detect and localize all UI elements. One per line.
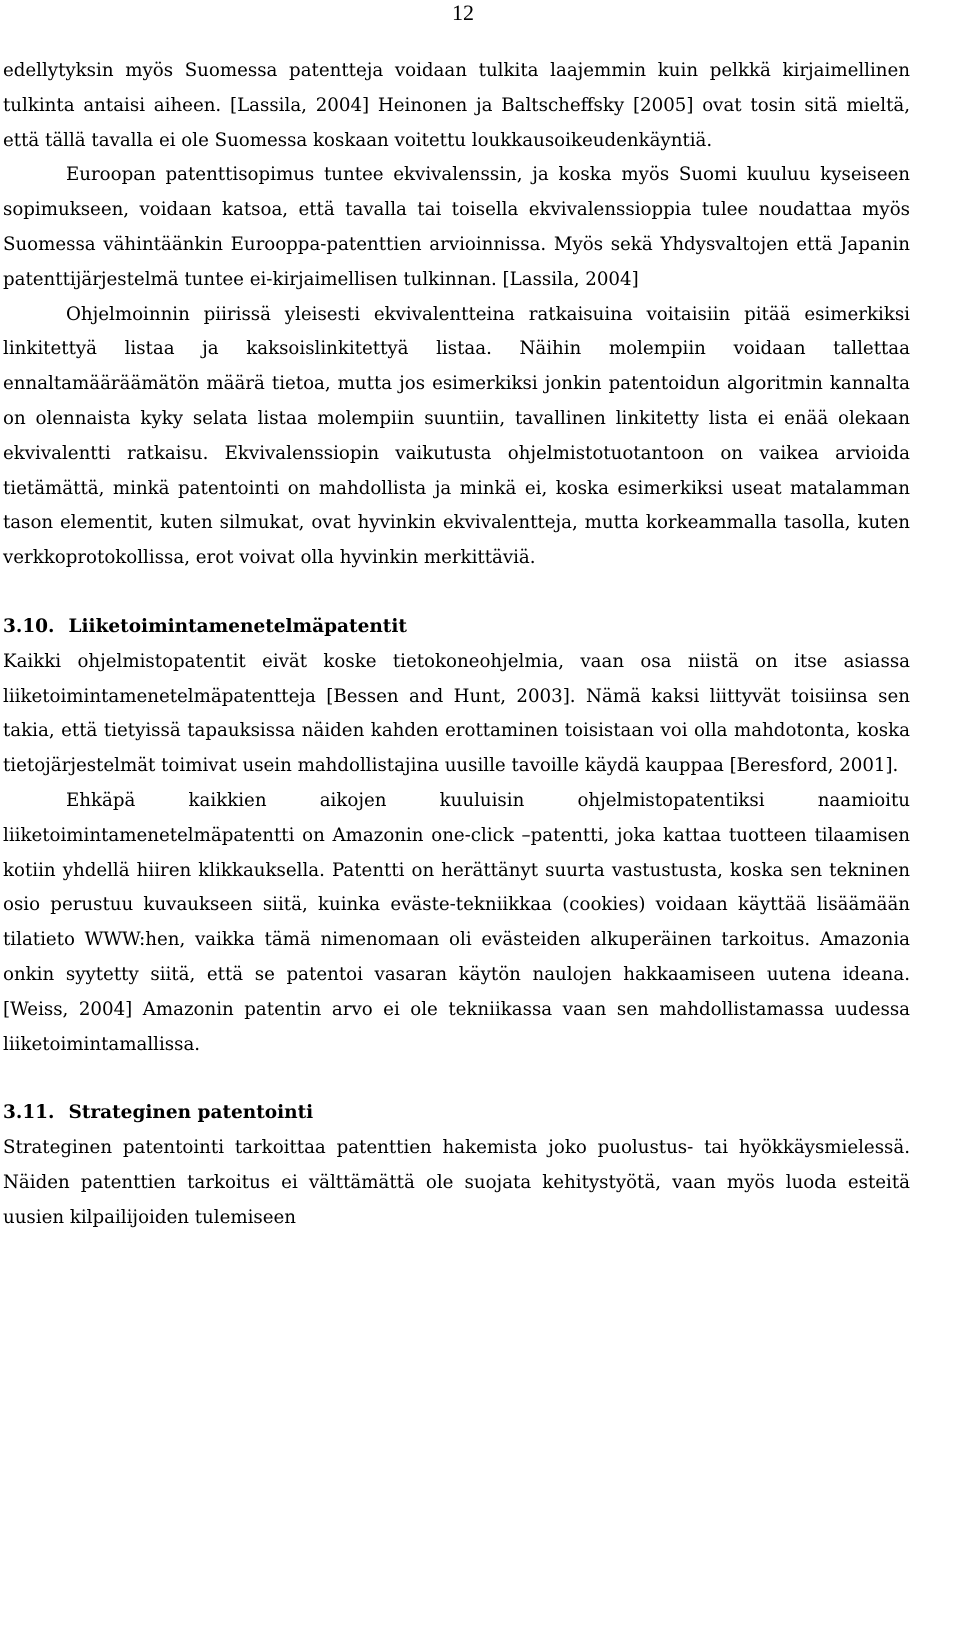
section-heading-3-10 [3, 610, 910, 645]
paragraph-amazon-one-click: Ehkäpä kaikkien aikojen kuuluisin ohjelmistopatentiksi naamioitu liiketoimintamenetelmäpatentti on Amazonin one-click –patentti, joka kattaa tuotteen tilaamisen kotiin yhdellä hiiren klikkauksella. Patentti on herättänyt suurta vastustusta, koska sen tekninen osio perustuu kuvaukseen siitä, kuinka eväste-tekniikkaa (cookies) voidaan käyttää lisäämään tilatieto WWW:hen, vaikka tämä nimenomaan oli evästeiden alkuperäinen tarkoitus. Amazonia onkin syytetty siitä, että se patentoi vasaran käytön naulojen hakkaamiseen uutena ideana. [Weiss, 2004] Amazonin patentin arvo ei ole tekniikassa vaan sen mahdollistamassa uudessa liiketoimintamallissa. [3, 789, 910, 1055]
document-body [3, 54, 910, 1236]
section-title: Strateginen patentointi [68, 1102, 314, 1124]
paragraph-business-method-intro: Kaikki ohjelmistopatentit eivät koske tietokoneohjelmia, vaan osa niistä on itse asiassa liiketoimintamenetelmäpatentteja [Bessen and Hunt, 2003]. Nämä kaksi liittyvät toisiinsa sen takia, että tietyissä tapauksissa näiden kahden erottaminen toisistaan voi olla mahdotonta, koska tietojärjestelmät toimivat usein mahdollistajina uusille tavoille käydä kauppaa [Beresford, 2001]. [3, 650, 910, 777]
section-heading-3-11 [3, 1096, 910, 1131]
section-number: 3.10. [3, 615, 55, 637]
section-gap [3, 1062, 910, 1096]
paragraph-european-patent: Euroopan patenttisopimus tuntee ekvivalenssin, ja koska myös Suomi kuuluu kyseiseen sopimukseen, voidaan katsoa, että tavalla tai toisella ekvivalenssioppia tulee noudattaa myös Suomessa vähintäänkin Eurooppa-patenttien arvioinnissa. Myös sekä Yhdysvaltojen että Japanin patenttijärjestelmä tuntee ei-kirjaimellisen tulkinnan. [Lassila, 2004] [3, 164, 910, 290]
page-number: 12 [452, 0, 474, 25]
paragraph-programming-equivalents: Ohjelmoinnin piirissä yleisesti ekvivalentteina ratkaisuina voitaisiin pitää esimerkiksi linkitettyä listaa ja kaksoislinkitettyä listaa. Näihin molempiin voidaan tallettaa ennaltamääräämätön määrä tietoa, mutta jos esimerkiksi jonkin patentoidun algoritmin kannalta on olennaista kyky selata listaa molempiin suuntiin, tavallinen linkitetty lista ei enää olekaan ekvivalentti ratkaisu. Ekvivalenssiopin vaikutusta ohjelmistotuotantoon on vaikea arvioida tietämättä, minkä patentointi on mahdollista ja minkä ei, koska esimerkiksi useat matalamman tason elementit, kuten silmukat, ovat hyvinkin ekvivalentteja, mutta korkeammalla tasolla, kuten verkkoprotokollissa, erot voivat olla hyvinkin merkittäviä. [3, 303, 910, 569]
section-title: Liiketoimintamenetelmäpatentit [68, 615, 407, 637]
section-number: 3.11. [3, 1102, 55, 1124]
section-gap [3, 576, 910, 610]
paragraph-continuation: edellytyksin myös Suomessa patentteja voidaan tulkita laajemmin kuin pelkkä kirjaimellinen tulkinta antaisi aiheen. [Lassila, 2004] Heinonen ja Baltscheffsky [2005] ovat tosin sitä mieltä, että tällä tavalla ei ole Suomessa koskaan voitettu loukkausoikeudenkäyntiä. [3, 60, 910, 151]
paragraph-strategic-patenting: Strateginen patentointi tarkoittaa patenttien hakemista joko puolustus- tai hyökkäysmielessä. Näiden patenttien tarkoitus ei välttämättä ole suojata kehitystyötä, vaan myös luoda esteitä uusien kilpailijoiden tulemiseen [3, 1137, 910, 1228]
